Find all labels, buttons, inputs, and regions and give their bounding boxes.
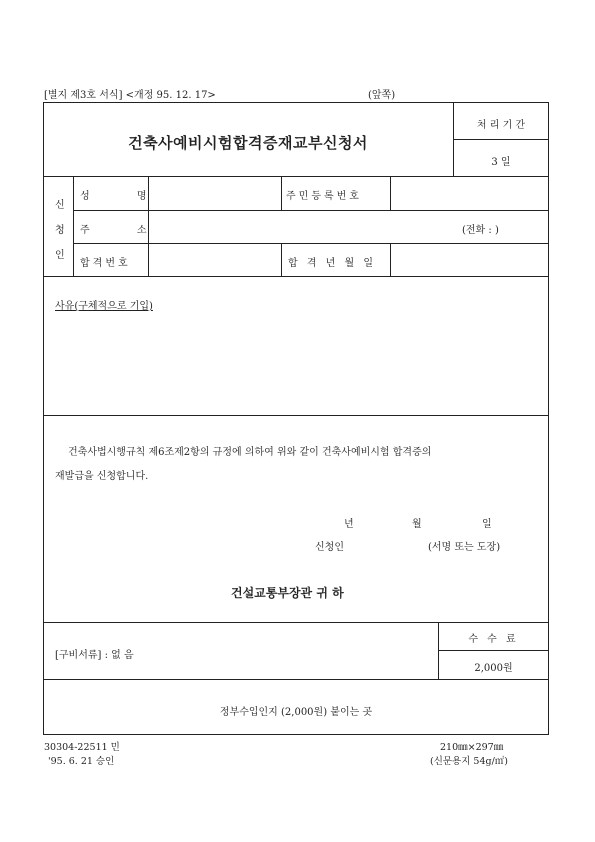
name-label: 성 명 [80, 191, 169, 202]
reason-field[interactable] [55, 315, 543, 410]
date-day-label: 일 [482, 519, 492, 530]
addressee: 건설교통부장관 귀 하 [231, 586, 344, 600]
pass-number-field[interactable] [150, 246, 278, 273]
pass-date-field[interactable] [392, 246, 546, 273]
revenue-stamp-area: 정부수입인지 (2,000원) 붙이는 곳 [219, 707, 373, 718]
form-number: [별지 제3호 서식] <개정 95. 12. 17> [44, 90, 216, 101]
sign-or-seal-label: (서명 또는 도장) [428, 542, 501, 553]
address-label: 주 소 [80, 225, 169, 236]
approval-date: '95. 6. 21 승인 [48, 756, 115, 767]
id-number-label: 주민등록번호 [286, 191, 362, 202]
processing-period-value: 3 일 [491, 157, 511, 168]
form-code: 30304-22511 민 [44, 742, 120, 753]
paper-size: 210㎜×297㎜ [440, 742, 504, 753]
statement-line-1: 건축사법시행규칙 제6조제2항의 규정에 의하여 위와 같이 건축사예비시험 합격증의 [68, 447, 432, 458]
page-side-label: (앞쪽) [368, 90, 396, 101]
applicant-label-1: 신 [55, 200, 65, 211]
name-field[interactable] [150, 180, 278, 207]
pass-date-label: 합 격 년 월 일 [288, 258, 377, 269]
phone-label: (전화 : ) [462, 225, 499, 236]
applicant-label-2: 청 [55, 225, 65, 236]
id-number-field[interactable] [392, 180, 546, 207]
applicant-sign-label: 신청인 [315, 542, 344, 553]
paper-spec: (신문용지 54g/㎡) [430, 756, 509, 767]
reason-label: 사유(구체적으로 기입) [55, 301, 153, 312]
date-year-label: 년 [344, 519, 354, 530]
date-month-label: 월 [412, 519, 422, 530]
pass-number-label: 합격번호 [80, 258, 131, 269]
processing-period-label: 처 리 기 간 [476, 120, 526, 131]
document-title: 건축사예비시험합격증재교부신청서 [128, 134, 368, 152]
applicant-label-3: 인 [55, 250, 65, 261]
fee-value: 2,000원 [474, 663, 513, 674]
statement-line-2: 재발급을 신청합니다. [55, 471, 149, 482]
required-documents: [구비서류] : 없 음 [55, 650, 134, 661]
address-field[interactable] [150, 213, 450, 240]
fee-label: 수 수 료 [468, 634, 519, 645]
